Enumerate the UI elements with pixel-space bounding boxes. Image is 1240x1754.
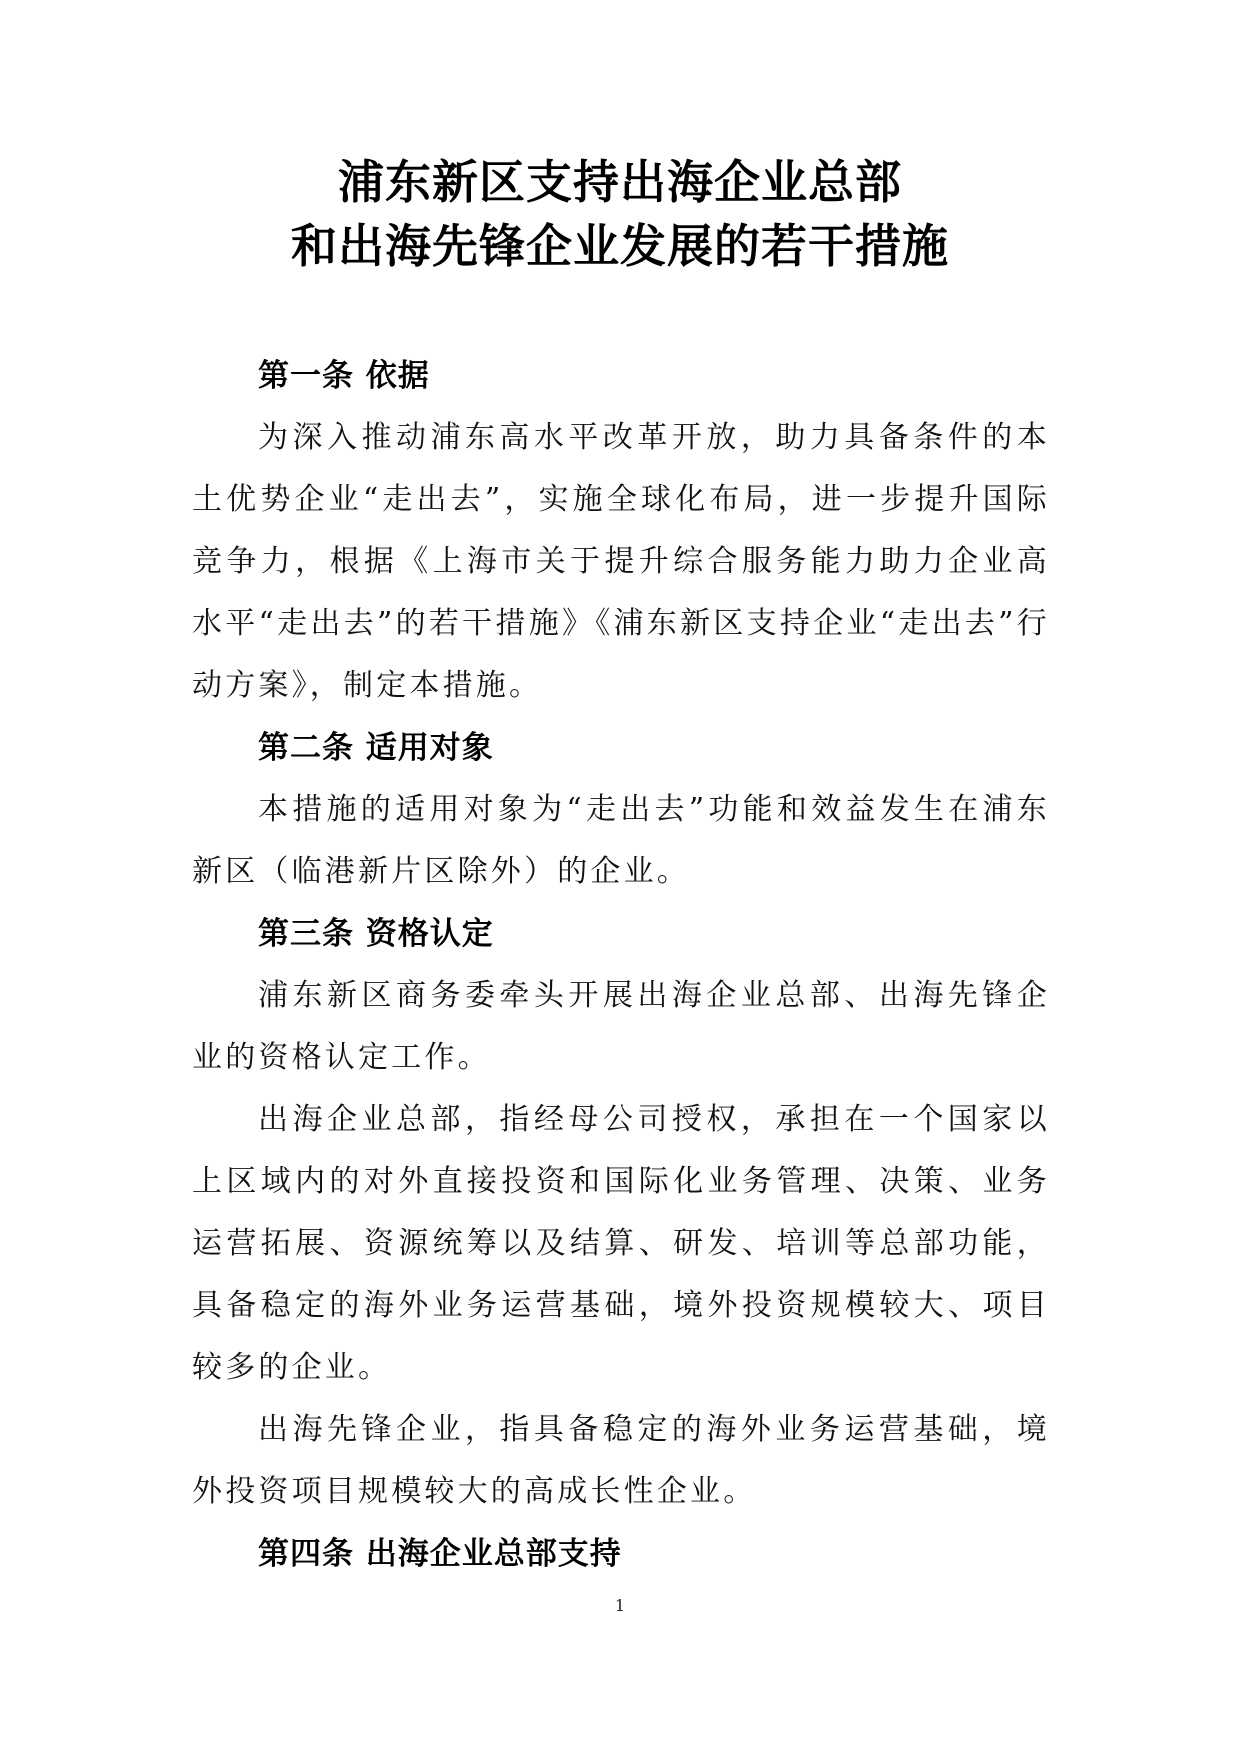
section-paragraph: 出海先锋企业，指具备稳定的海外业务运营基础，境外投资项目规模较大的高成长性企业。 — [192, 1412, 1050, 1509]
document-title-line-1: 浦东新区支持出海企业总部 — [338, 155, 902, 209]
section-heading-article-2: 第二条 适用对象 — [258, 730, 494, 766]
section-heading-article-3: 第三条 资格认定 — [258, 916, 494, 952]
section-heading-article-4: 第四条 出海企业总部支持 — [258, 1536, 622, 1572]
page-number: 1 — [614, 1596, 626, 1615]
section-paragraph: 为深入推动浦东高水平改革开放，助力具备条件的本土优势企业“走出去”，实施全球化布局，进一步提升国际竞争力，根据《上海市关于提升综合服务能力助力企业高水平“走出去”的若干措施》《浦东新区支持企业“走出去”行动方案》，制定本措施。 — [192, 420, 1050, 703]
section-paragraph: 本措施的适用对象为“走出去”功能和效益发生在浦东新区（临港新片区除外）的企业。 — [192, 792, 1050, 889]
document-body — [192, 345, 1050, 1585]
section-paragraph: 浦东新区商务委牵头开展出海企业总部、出海先锋企业的资格认定工作。 — [192, 978, 1050, 1075]
document-title-line-2: 和出海先锋企业发展的若干措施 — [291, 219, 949, 273]
section-heading-article-1: 第一条 依据 — [258, 358, 430, 394]
section-paragraph: 出海企业总部，指经母公司授权，承担在一个国家以上区域内的对外直接投资和国际化业务管理、决策、业务运营拓展、资源统筹以及结算、研发、培训等总部功能，具备稳定的海外业务运营基础，境外投资规模较大、项目较多的企业。 — [192, 1102, 1050, 1385]
